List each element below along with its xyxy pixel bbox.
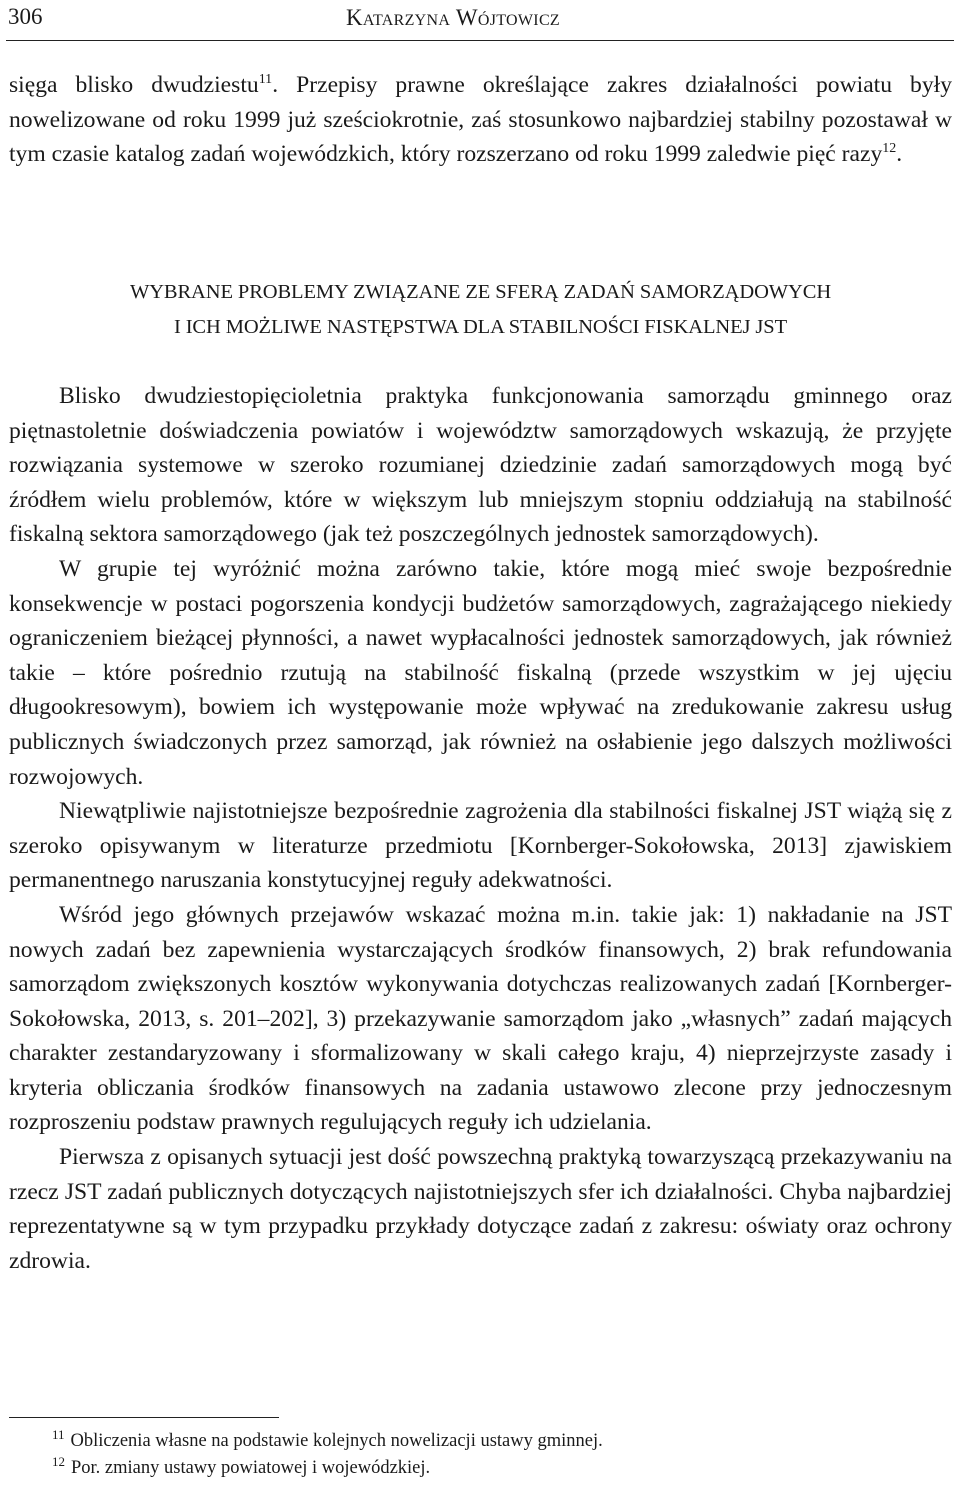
intro-text-part-3: . (896, 141, 903, 168)
footnote-divider (9, 1417, 279, 1418)
footnote-text: Por. zmiany ustawy powiatowej i wojewódzkiej. (71, 1458, 431, 1478)
running-head-author: Katarzyna Wójtowicz (346, 5, 560, 30)
section-heading-line-1: WYBRANE PROBLEMY ZWIĄZANE ZE SFERĄ ZADAŃ SAMORZĄDOWYCH (129, 281, 832, 303)
footnote-12 (52, 1455, 932, 1482)
footnote-number: 11 (52, 1427, 65, 1442)
body-paragraph-3: Niewątpliwie najistotniejsze bezpośrednie zagrożenia dla stabilności fiskalnej JST wiążą się z szeroko opisywanym w literaturze przedmiotu [Kornberger-Sokołowska, 2013] zjawiskiem permanentnego naruszania konstytucyjnej reguły adekwatności. (9, 798, 952, 894)
body-paragraph-4: Wśród jego głównych przejawów wskazać można m.in. takie jak: 1) nakładanie na JST nowych zadań bez zapewnienia wystarczających środków finansowych, 2) brak refundowania samorządom zwiększonych kosztów wykonywania dotychczas realizowanych zadań [Kornberger-Sokołowska, 2013, s. 201–202], 3) przekazywanie samorządom jako „własnych” zadań mających charakter zestandaryzowany i sformalizowany w skali całego kraju, 4) nieprzejrzyste zasady i kryteria obliczania środków finansowych na zadania ustawowo zlecone przy jednoczesnym rozproszeniu podstaw prawnych regulujących reguły ich udzielania. (9, 901, 952, 1136)
footnote-text: Obliczenia własne na podstawie kolejnych nowelizacji ustawy gminnej. (70, 1431, 603, 1451)
section-heading-line-2: I ICH MOŻLIWE NASTĘPSTWA DLA STABILNOŚCI FISKALNEJ JST (173, 316, 788, 338)
footnote-ref-12[interactable]: 12 (882, 141, 897, 157)
page-number: 306 (8, 4, 43, 29)
intro-text-part-2: . Przepisy prawne określające zakres działalności powiatu były nowelizowane od roku 1999 już sześciokrotnie, zaś stosunkowo najbardziej stabilny pozostawał w tym czasie katalog zadań wojewódzkich, który rozszerzano od roku 1999 zaledwie pięć razy (9, 72, 953, 168)
intro-paragraph (9, 68, 952, 172)
footnote-number: 12 (52, 1454, 65, 1469)
intro-text-part-1: sięga blisko dwudziestu (9, 72, 259, 98)
footnote-ref-11[interactable]: 11 (258, 72, 273, 87)
running-head (6, 0, 954, 41)
body-paragraph-1: Blisko dwudziestopięcioletnia praktyka funkcjonowania samorządu gminnego oraz piętnastoletnie doświadczenia powiatów i województw samorządowych wskazują, że przyjęte rozwiązania systemowe w szeroko rozumianej dziedzinie zadań samorządowych mogą być źródłem wielu problemów, które w większym lub mniejszym stopniu oddziałują na stabilność fiskalną sektora samorządowego (jak też poszczególnych jednostek samorządowych). (9, 383, 952, 548)
footnotes (52, 1428, 932, 1482)
footnote-11 (52, 1428, 932, 1455)
body-paragraph-2: W grupie tej wyróżnić można zarówno takie, które mogą mieć swoje bezpośrednie konsekwencje w postaci pogorszenia kondycji budżetów samorządowych, zagrażającego niekiedy ograniczeniem bieżącej płynności, a nawet wypłacalności jednostek samorządowych, jak również takie – które pośrednio rzutują na stabilność fiskalną (przede wszystkim w jej ujęciu długookresowym), bowiem ich występowanie może wpływać na zredukowanie zakresu usług publicznych świadczonych przez samorząd, jak również na osłabienie jego dalszych możliwości rozwojowych. (9, 555, 952, 790)
section-body (9, 379, 952, 1278)
body-paragraph-5: Pierwsza z opisanych sytuacji jest dość powszechną praktyką towarzyszącą przekazywaniu na rzecz JST zadań publicznych dotyczących najistotniejszych sfer ich działalności. Chyba najbardziej reprezentatywne są w tym przypadku przykłady dotyczące zadań z zakresu: oświaty oraz ochrony zdrowia. (9, 1144, 952, 1274)
section-heading (9, 275, 952, 345)
